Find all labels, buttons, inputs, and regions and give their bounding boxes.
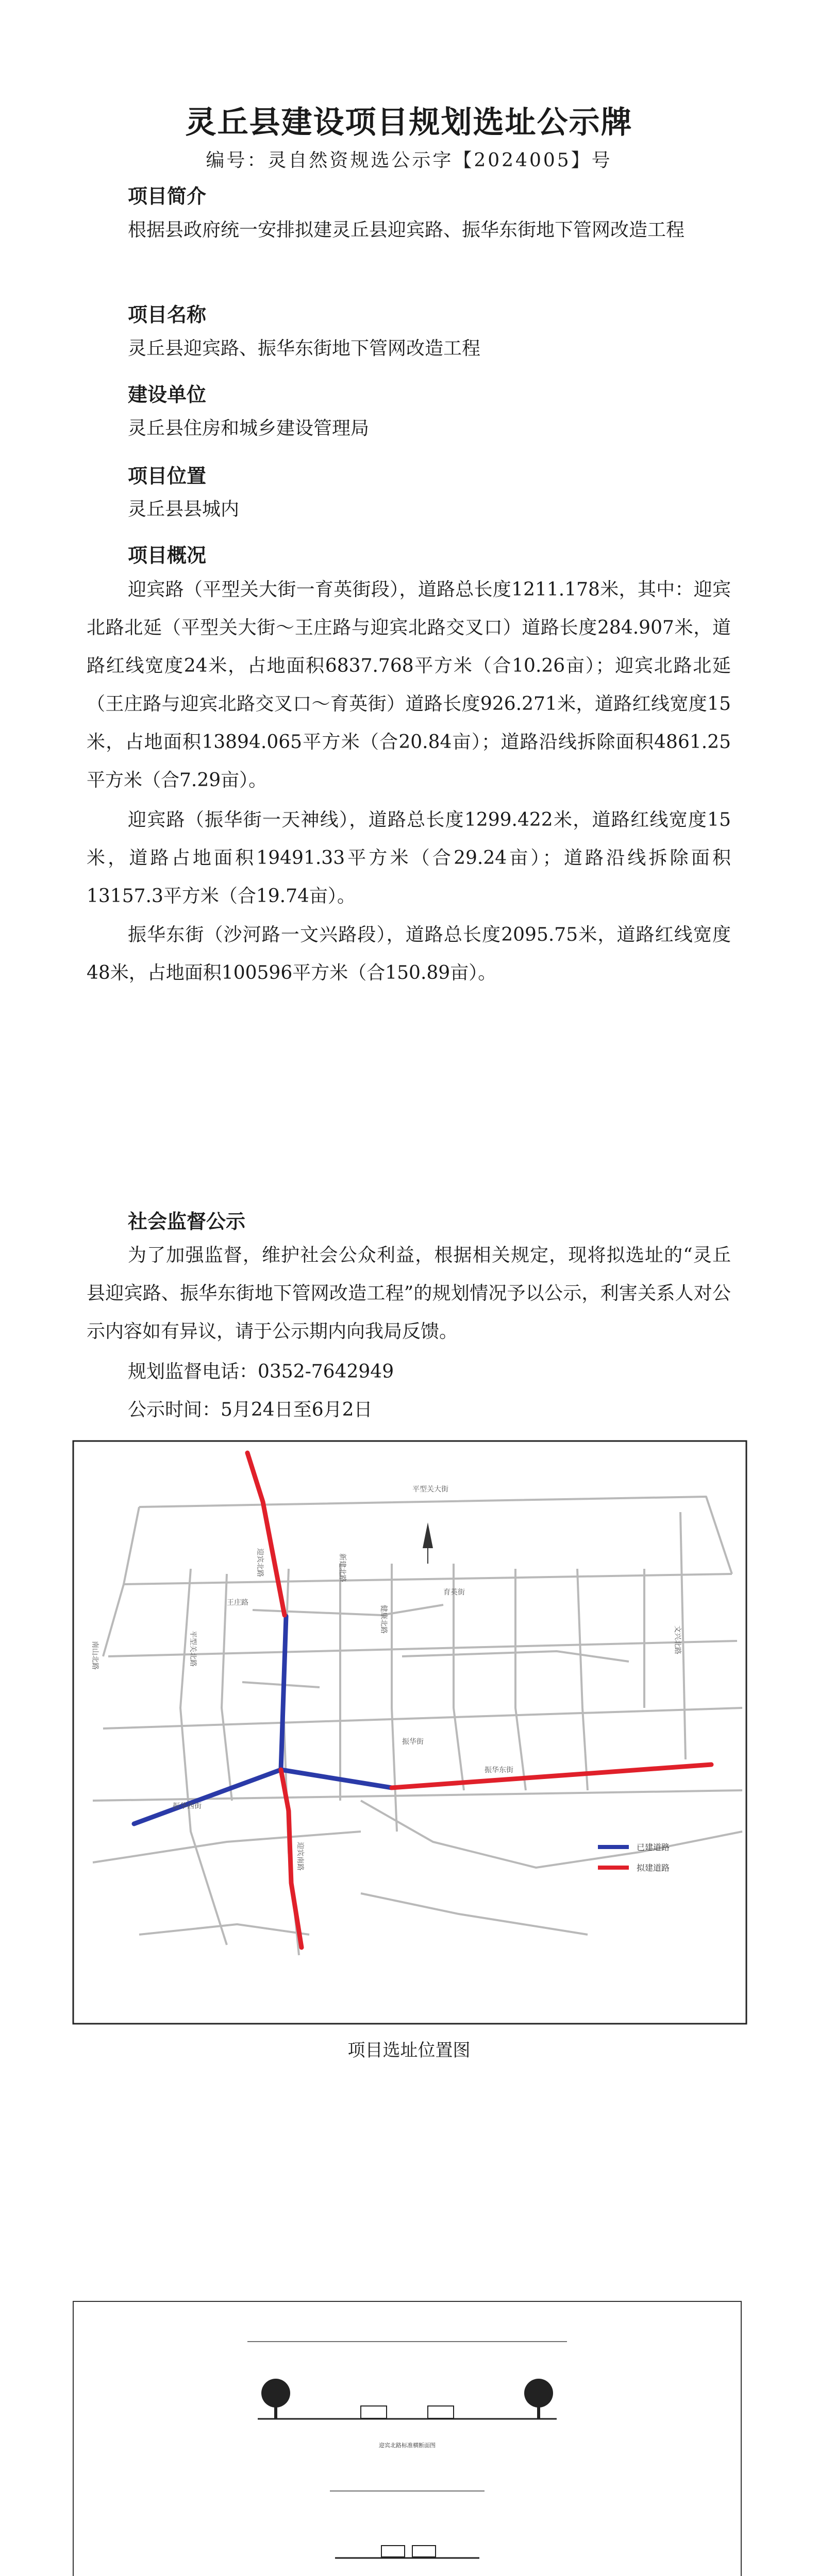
- heading-builder: 建设单位: [128, 383, 207, 406]
- map-road-label: 健康北路: [379, 1605, 388, 1634]
- map-road-label: 新建北路: [338, 1553, 346, 1582]
- map-road-label: 迎宾南路: [296, 1842, 304, 1871]
- cross-section-figure: [72, 2300, 742, 2576]
- legend-built-label: 已建道路: [637, 1842, 670, 1852]
- page-title: 灵丘县建设项目规划选址公示牌: [185, 105, 633, 141]
- map-road-label: 平型关大街: [412, 1485, 448, 1494]
- section-label: 迎宾北路标准横断面图: [379, 2442, 436, 2449]
- location-map: [72, 1440, 747, 2025]
- heading-overview: 项目概况: [128, 544, 207, 567]
- heading-location: 项目位置: [128, 464, 207, 487]
- heading-intro: 项目简介: [128, 184, 207, 208]
- heading-project-name: 项目名称: [128, 303, 207, 326]
- map-road-label: 平型关北路: [189, 1631, 197, 1667]
- map-road-label: 振华东街: [485, 1766, 513, 1774]
- supervision-period: 公示时间：5月24日至6月2日: [128, 1399, 373, 1420]
- project-name-text: 灵丘县迎宾路、振华东街地下管网改造工程: [128, 338, 481, 359]
- map-road-label: 文兴北路: [673, 1625, 681, 1654]
- builder-text: 灵丘县住房和城乡建设管理局: [128, 418, 370, 439]
- map-road-label: 育英街: [443, 1588, 465, 1597]
- map-road-label: 王庄路: [227, 1599, 248, 1607]
- map-road-label: 振华西街: [173, 1802, 202, 1810]
- heading-supervision: 社会监督公示: [128, 1210, 246, 1233]
- map-road-label: 迎宾北路: [256, 1548, 264, 1577]
- map-caption: 项目选址位置图: [347, 2040, 471, 2061]
- location-text: 灵丘县县城内: [128, 499, 240, 520]
- legend-planned-label: 拟建道路: [637, 1863, 670, 1873]
- overview-paragraph-3: 振华东街（沙河路一文兴路段），道路总长度2095.75米，道路红线宽度48米，占地面积100596平方米（合150.89亩）。: [87, 924, 731, 984]
- map-road-label: 振华街: [402, 1738, 424, 1746]
- overview-paragraph-2: 迎宾路（振华街一天神线），道路总长度1299.422米，道路红线宽度15米，道路占地面积19491.33平方米（合29.24亩）；道路沿线拆除面积13157.3平方米（合19.74亩）。: [87, 809, 731, 907]
- intro-text: 根据县政府统一安排拟建灵丘县迎宾路、振华东街地下管网改造工程: [128, 219, 685, 241]
- overview-paragraph-1: 迎宾路（平型关大街一育英街段），道路总长度1211.178米，其中：迎宾北路北延（平型关大街～王庄路与迎宾北路交叉口）道路长度284.907米，道路红线宽度24米，占地面积6837.768平方米（合10.26亩）；迎宾北路北延（王庄路与迎宾北路交叉口～育英街）道路长度926.271米，道路红线宽度15米，占地面积13894.065平方米（合20.84亩）；道路沿线拆除面积4861.25平方米（合7.29亩）。: [87, 579, 731, 791]
- supervision-phone: 规划监督电话：0352-7642949: [128, 1361, 394, 1382]
- supervision-text: 为了加强监督，维护社会公众利益，根据相关规定，现将拟选址的“灵丘县迎宾路、振华东街地下管网改造工程”的规划情况予以公示，利害关系人对公示内容如有异议，请于公示期内向我局反馈。: [87, 1245, 731, 1342]
- document-number: 编号：灵自然资规选公示字【2024005】号: [206, 150, 612, 171]
- map-road-label: 南山北路: [91, 1641, 99, 1670]
